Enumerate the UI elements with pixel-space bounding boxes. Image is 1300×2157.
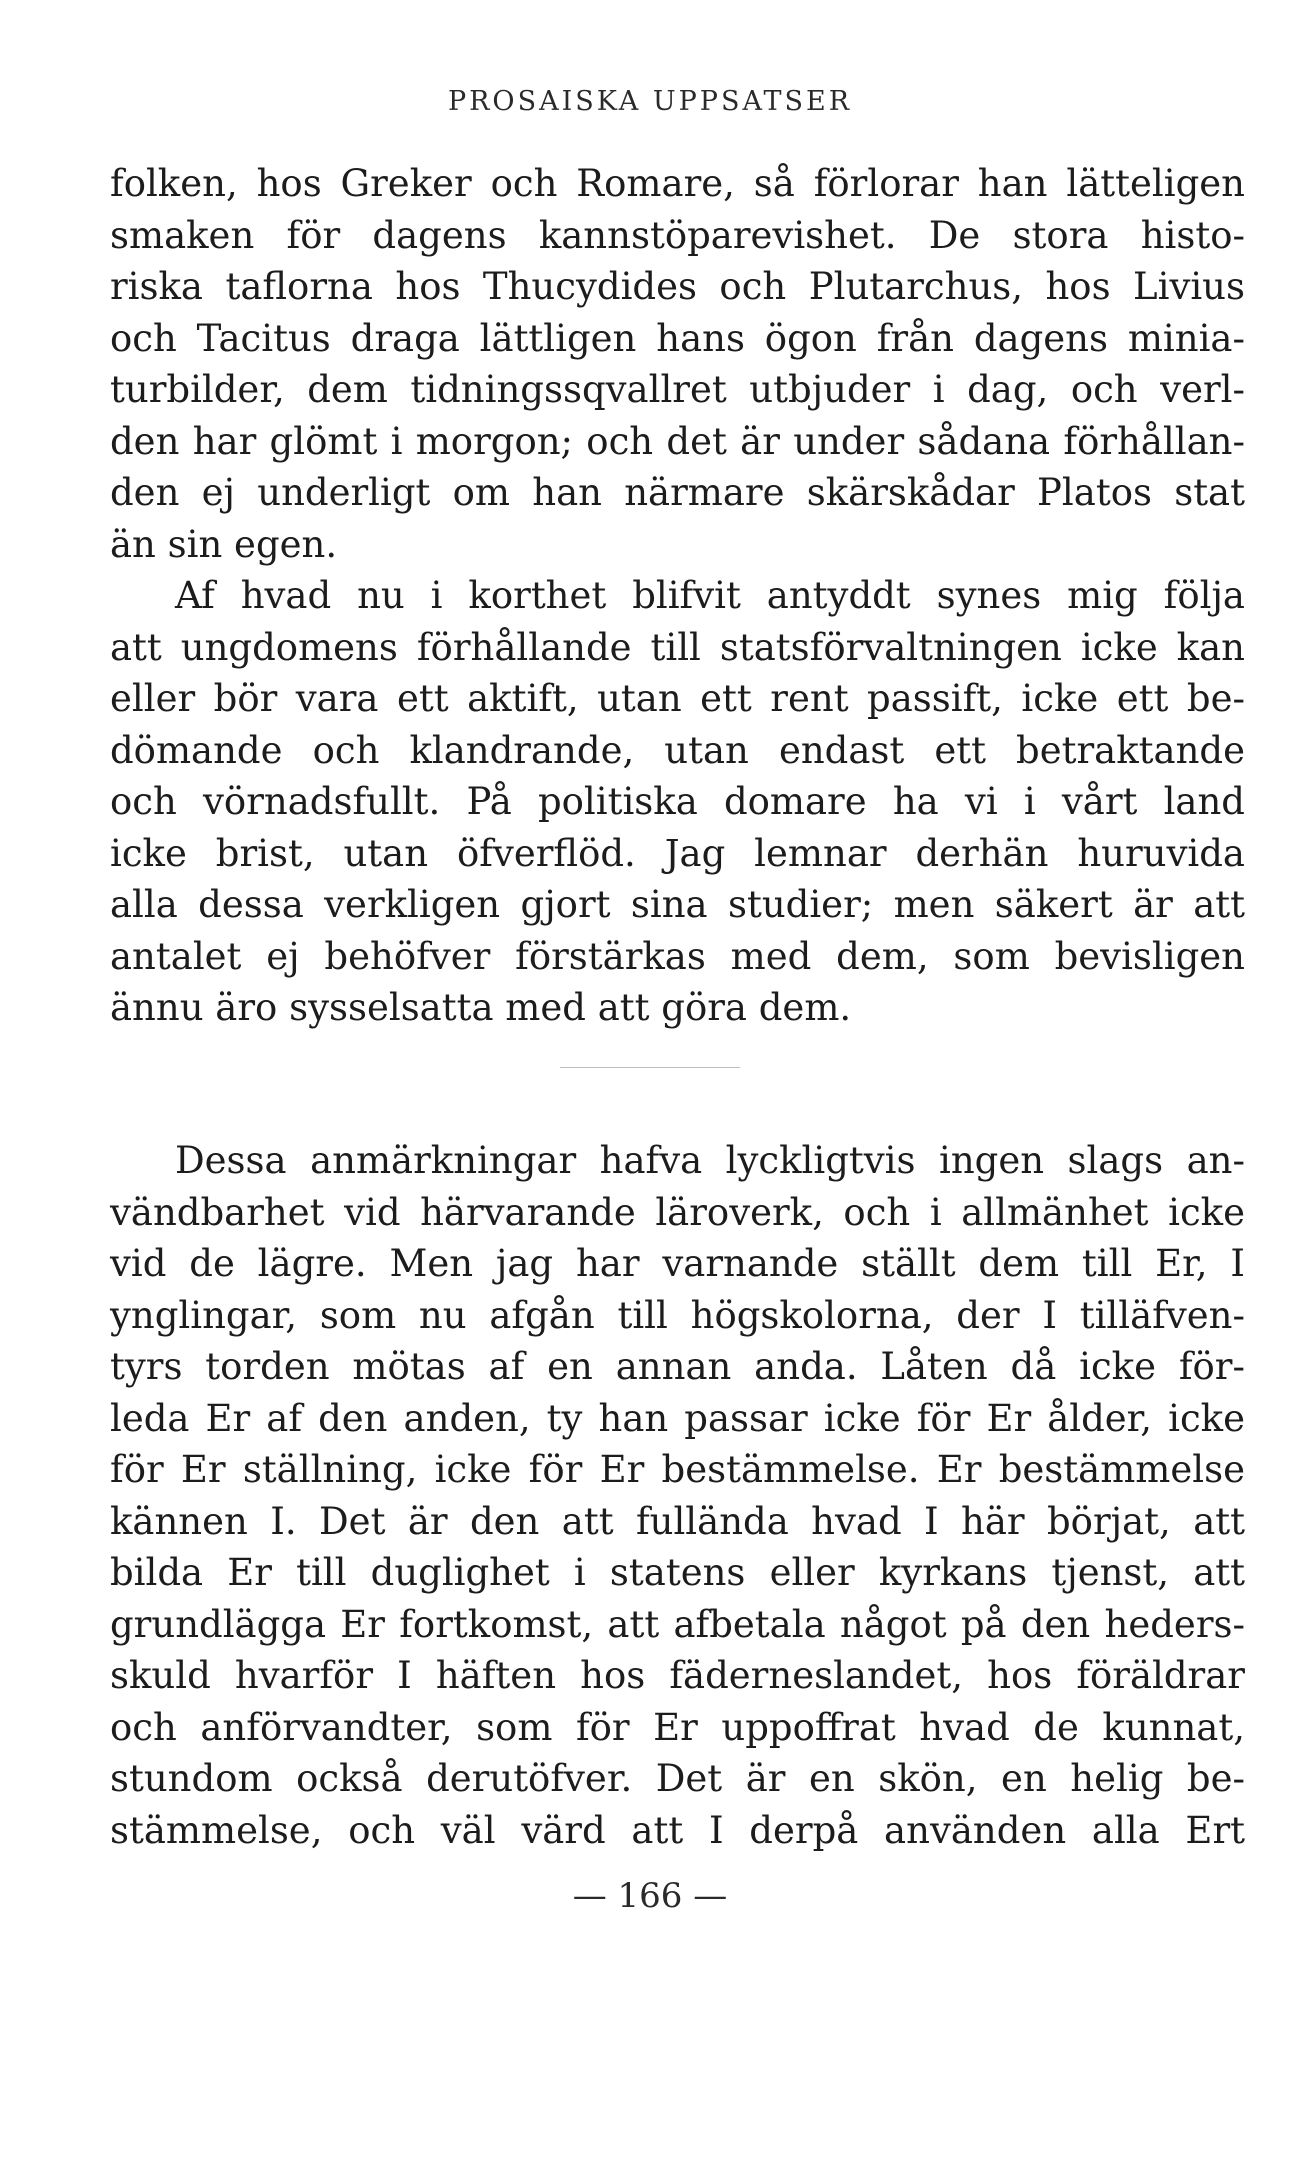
text-line: ännu äro sysselsatta med att göra dem. <box>110 986 852 1029</box>
text-line: grundlägga Er fortkomst, att afbetala något på den heders- <box>110 1602 1245 1646</box>
text-line: leda Er af den anden, ty han passar icke för Er ålder, icke <box>110 1396 1245 1440</box>
text-line: och Tacitus draga lättligen hans ögon från dagens minia- <box>110 316 1245 360</box>
text-line: den ej underligt om han närmare skärskådar Platos stat <box>110 471 1245 514</box>
text-line: stämmelse, och väl värd att I derpå användеn alla Ert <box>110 1808 1245 1852</box>
running-head: PROSAISKA UPPSATSER <box>447 86 853 117</box>
text-line: eller bör vara ett aktift, utan ett rent passift, icke ett be- <box>110 677 1245 720</box>
paragraph-2 <box>110 570 1245 1034</box>
text-line: tyrs torden mötas af en annan anda. Låten då icke för- <box>110 1345 1245 1388</box>
text-line: folken, hos Greker och Romare, så förlorar han lätteligen <box>110 162 1245 205</box>
text-line: och anförvandter, som för Er uppoffrat hvad de kunnat, <box>110 1705 1245 1749</box>
text-line: antalet ej behöfver förstärkas med dem, som bevisligen <box>110 934 1245 978</box>
text-line: vid de lägre. Men jag har varnande ställt dem till Er, I <box>110 1242 1245 1285</box>
text-line: ynglingar, som nu afgån till högskolorna, der I tilläfven- <box>110 1293 1245 1337</box>
text-line: bilda Er till duglighet i statens eller kyrkans tjenst, att <box>110 1551 1245 1594</box>
text-line: turbilder, dem tidningssqvallret utbjuder i dag, och verl- <box>110 368 1245 411</box>
section-divider <box>560 1067 740 1068</box>
text-line: Af hvad nu i korthet blifvit antyddt synes mig följa <box>175 574 1245 617</box>
text-line: än sin egen. <box>110 522 338 566</box>
text-line: och vörnadsfullt. På politiska domare ha vi i vårt land <box>110 780 1245 823</box>
text-line: icke brist, utan öfverflöd. Jag lemnar derhän huruvida <box>110 831 1245 875</box>
page-number: — 166 — <box>572 1876 728 1916</box>
text-line: Dessa anmärkningar hafva lyckligtvis ingen slags an- <box>175 1139 1245 1182</box>
paragraph-1 <box>110 158 1245 570</box>
text-line: att ungdomens förhållande till statsförvaltningen icke kan <box>110 625 1245 669</box>
text-line: den har glömt i morgon; och det är under sådana förhållan- <box>110 419 1245 463</box>
text-line: smaken för dagens kannstöparevishet. De stora histo- <box>110 213 1245 257</box>
paragraph-3 <box>110 1135 1245 1856</box>
text-line: riska taflorna hos Thucydides och Plutarchus, hos Livius <box>110 265 1245 308</box>
text-line: för Er ställning, icke för Er bestämmelse. Er bestämmelse <box>110 1448 1245 1491</box>
text-line: dömande och klandrande, utan endast ett betraktande <box>110 728 1245 772</box>
text-line: kännen I. Det är den att fulländа hvad I här börjat, att <box>110 1499 1245 1543</box>
text-line: vändbarhet vid härvarande läroverk, och i allmänhet icke <box>110 1190 1245 1234</box>
text-line: skuld hvarför I häften hos fäderneslandet, hos föräldrar <box>110 1654 1245 1697</box>
text-line: stundom också derutöfver. Det är en skön, en helig be- <box>110 1757 1245 1800</box>
text-line: alla dessa verkligen gjort sina studier; men säkert är att <box>110 883 1245 926</box>
